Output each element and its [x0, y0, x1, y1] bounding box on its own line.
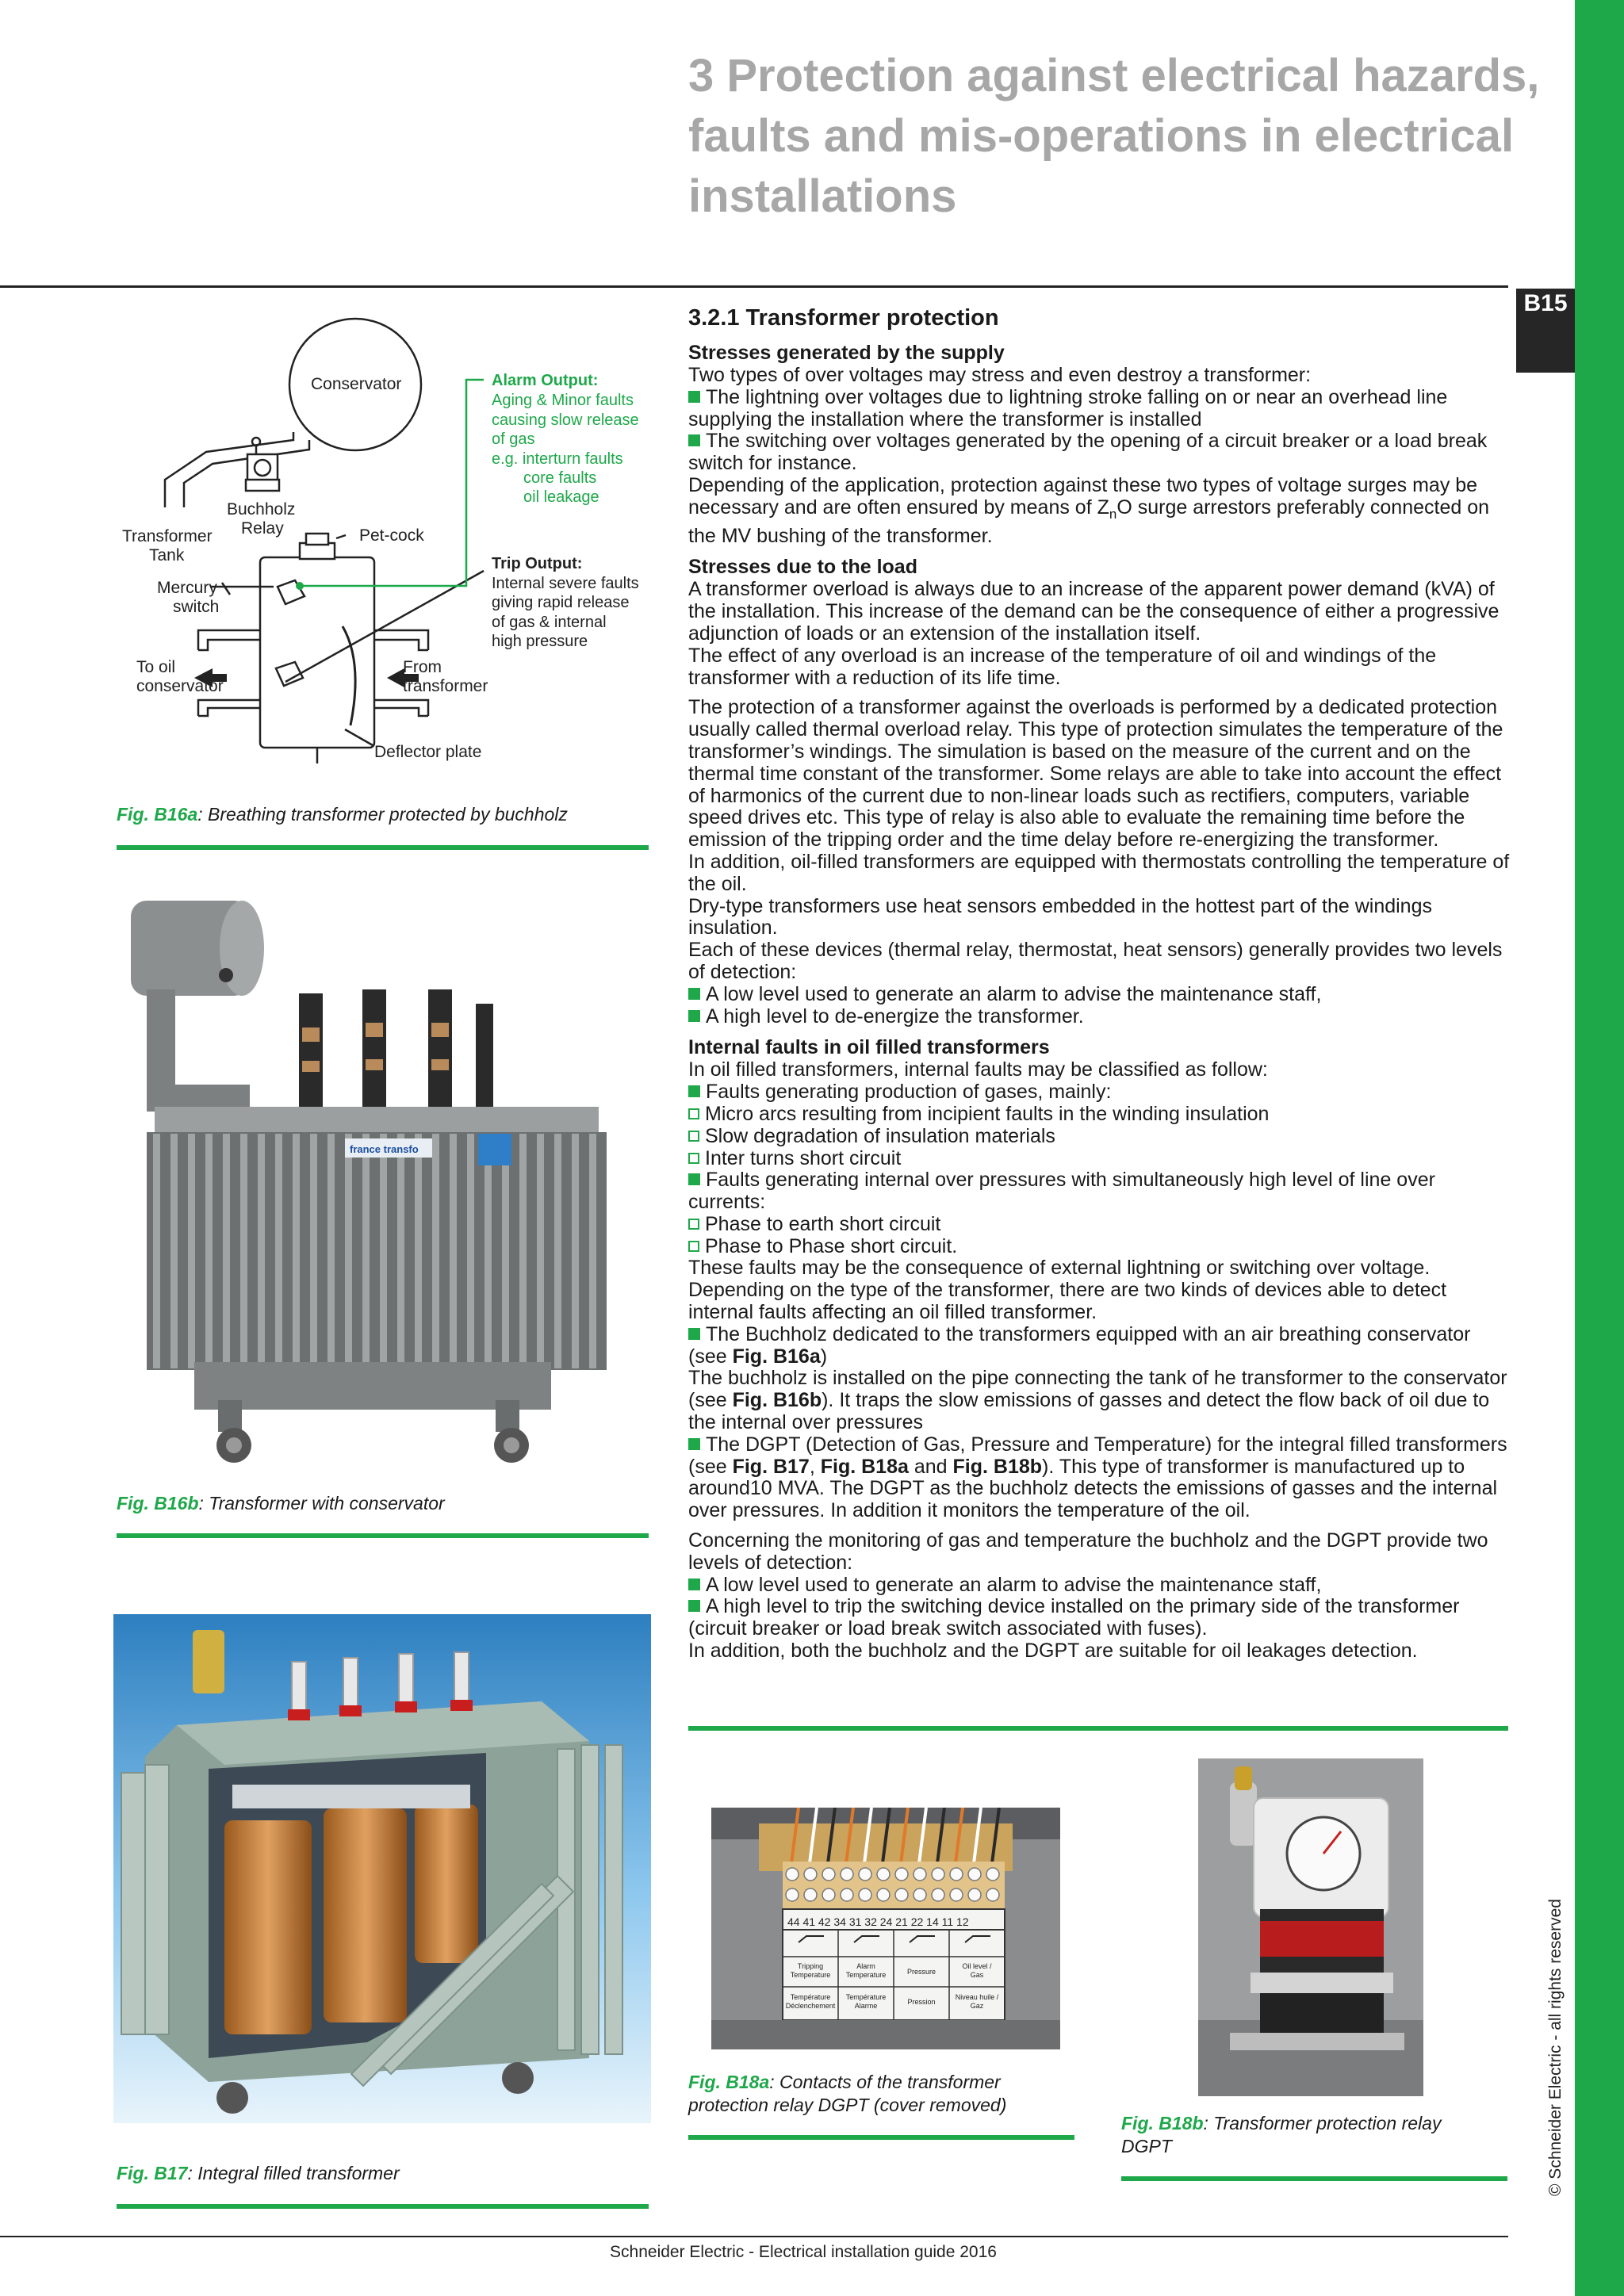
caption-text: : Transformer protection relay	[1203, 2113, 1442, 2133]
caption-text: : Integral filled transformer	[187, 2163, 400, 2183]
terminal-screw	[950, 1888, 963, 1901]
subheading-internal-faults: Internal faults in oil filled transformers	[688, 1036, 1050, 1059]
cooling-fin	[240, 1134, 247, 1368]
terminal-screw	[877, 1868, 890, 1881]
figure-divider	[117, 2204, 649, 2209]
bullet-text: The Buchholz dedicated to the transformers equipped with an air breathing conservator (see	[688, 1322, 1471, 1368]
terminal-screw	[786, 1888, 799, 1901]
bullet-square-icon	[688, 988, 700, 1000]
label-buchholz-1: Buchholz	[227, 500, 296, 519]
cooling-fin	[153, 1134, 160, 1368]
alarm-line-5: core faults	[523, 469, 597, 487]
cooling-fin	[380, 1134, 387, 1368]
cooling-fin	[519, 1134, 527, 1368]
bullet-text: Faults generating production of gases, mainly:	[706, 1081, 1112, 1104]
caption-fig-b18a	[688, 2071, 1053, 2117]
terminal-screw	[841, 1868, 853, 1881]
sub-bullet-item	[688, 1104, 1513, 1126]
bullet-item	[688, 1006, 1513, 1028]
label-mercury-2: switch	[173, 598, 220, 616]
paragraph-text: Depending of the application, protection against these two types of voltage surges may be necessary and are often ensured by means of Z	[688, 473, 1478, 519]
label-tank-2: Tank	[149, 546, 185, 564]
cooling-fin	[205, 1134, 213, 1368]
terminal-numbers: 44 41 42 34 31 32 24 21 22 14 11 12	[787, 1915, 969, 1928]
cooling-fin	[537, 1134, 544, 1368]
alarm-line-2: causing slow release	[492, 411, 639, 429]
cooling-fin	[170, 1134, 178, 1368]
chapter-title: 3 Protection against electrical hazards, faults and mis-operations in electrical installations	[688, 50, 1540, 222]
label-deflector: Deflector plate	[374, 743, 482, 761]
paragraph: The protection of a transformer against the overloads is performed by a dedicated protection usually called thermal overload relay. This type of protection simulates the temperature of the transformer’s windings. The simulation is based on the measure of the current and on the thermal time constant of the transformer. Some relays are able to take into account the effect of harmonics of the current due to non-linear loads such as rectifiers, computers, variable speed drives etc. This type of relay is also able to evaluate the remaining time before the emission of the tripping order and the time delay before re-energizing the transformer.	[688, 696, 1503, 851]
trip-line-2: giving rapid release	[492, 594, 630, 611]
cooling-fin	[362, 1134, 370, 1368]
bullet-square-icon	[688, 434, 700, 446]
terminal-screw	[968, 1888, 981, 1901]
terminal-screw	[986, 1888, 999, 1901]
cell-temperature-fr: Température	[790, 1993, 831, 2001]
main-text-column	[688, 304, 1513, 1663]
alarm-line-6: oil leakage	[523, 488, 599, 506]
footer-text: Schneider Electric - Electrical installation guide 2016	[610, 2243, 997, 2261]
cell-gas: Gas	[970, 1971, 984, 1979]
terminal-screw	[859, 1868, 871, 1881]
sub-bullet-item	[688, 1148, 1513, 1170]
page-number: B15	[1523, 290, 1568, 316]
figure-reference: Fig. B16a	[732, 1345, 821, 1368]
cooling-fin	[572, 1134, 579, 1368]
terminal-screw	[950, 1868, 963, 1881]
bullet-hollow-square-icon	[688, 1153, 699, 1164]
cooling-fin	[415, 1134, 422, 1368]
alarm-line-3: of gas	[492, 430, 535, 448]
label-tank-1: Transformer	[122, 527, 213, 545]
section-divider	[688, 1726, 1508, 1731]
transformer-conservator-photo	[115, 886, 654, 1473]
paragraph: In addition, both the buchholz and the DGPT are suitable for oil leakages detection.	[688, 1640, 1418, 1663]
caption-label: Fig. B16a	[117, 804, 198, 825]
terminal-screw	[822, 1868, 835, 1881]
bullet-text: Phase to Phase short circuit.	[705, 1234, 958, 1257]
alarm-title: Alarm Output:	[492, 372, 599, 389]
terminal-screw	[914, 1868, 926, 1881]
trip-line-3: of gas & internal	[492, 614, 607, 631]
section-heading: 3.2.1 Transformer protection	[688, 305, 999, 331]
paragraph: Two types of over voltages may stress and even destroy a transformer:	[688, 364, 1312, 386]
trip-line-4: high pressure	[492, 633, 588, 650]
cell-pression: Pression	[907, 1998, 936, 2006]
bullet-item	[688, 1434, 1513, 1522]
terminal-screw	[986, 1868, 999, 1881]
bullet-text: The lightning over voltages due to lightning stroke falling on or near an overhead line supplying the installation where the transformer is installed	[688, 385, 1448, 430]
bullet-square-icon	[688, 1173, 700, 1185]
cell-oil-level: Oil level /	[962, 1962, 992, 1970]
cooling-fin	[345, 1134, 352, 1368]
bullet-text: Micro arcs resulting from incipient faults in the winding insulation	[705, 1102, 1270, 1125]
terminal-screw	[914, 1888, 926, 1901]
alarm-line-4: e.g. interturn faults	[492, 450, 623, 468]
label-from-2: transformer	[403, 677, 488, 695]
cooling-fin	[293, 1134, 300, 1368]
cell-alarm-temp: Temperature	[845, 1971, 887, 1979]
bullet-item	[688, 1324, 1513, 1368]
terminal-screw	[877, 1888, 890, 1901]
subheading-supply: Stresses generated by the supply	[688, 342, 1005, 364]
cooling-fin	[502, 1134, 509, 1368]
bullet-square-icon	[688, 1578, 700, 1590]
paragraph-text: ). It traps the slow emissions of gasses and detect the flow back of oil due to the internal over pressures	[688, 1389, 1490, 1434]
paragraph: Dry-type transformers use heat sensors embedded in the hottest part of the windings insulation.	[688, 894, 1432, 939]
figure-divider	[117, 845, 649, 850]
bullet-square-icon	[688, 391, 700, 403]
paragraph: These faults may be the consequence of external lightning or switching over voltage.	[688, 1257, 1431, 1280]
cell-temperature-fr-2: Température	[845, 1993, 887, 2001]
caption-text: : Breathing transformer protected by buchholz	[197, 804, 568, 825]
cell-tripping: Tripping	[797, 1962, 824, 1970]
header-divider	[0, 285, 1508, 288]
paragraph-text: The buchholz is installed on the pipe connecting the tank of he transformer to the conservator (see	[688, 1367, 1507, 1412]
sub-bullet-item	[688, 1236, 1513, 1258]
cell-alarm: Alarm	[856, 1962, 875, 1970]
caption-label: Fig. B18a	[688, 2072, 770, 2092]
cooling-fin	[223, 1134, 230, 1368]
terminal-screw	[804, 1868, 817, 1881]
copyright-notice: © Schneider Electric - all rights reserved	[1546, 1899, 1565, 2196]
label-conservator: Conservator	[311, 375, 402, 393]
caption-label: Fig. B18b	[1121, 2113, 1204, 2133]
bullet-item	[688, 1596, 1513, 1640]
alarm-line-1: Aging & Minor faults	[492, 392, 634, 409]
sub-bullet-item	[688, 1126, 1513, 1148]
integral-transformer-render	[113, 1614, 651, 2123]
bullet-item	[688, 430, 1513, 475]
nameplate-text: france transfo	[350, 1143, 419, 1155]
bullet-item	[688, 1575, 1513, 1597]
terminal-screw	[932, 1868, 944, 1881]
bullet-text: Faults generating internal over pressures with simultaneously high level of line over currents:	[688, 1169, 1435, 1214]
trip-line-1: Internal severe faults	[492, 575, 639, 592]
terminal-screw	[822, 1888, 835, 1901]
label-buchholz-2: Relay	[241, 519, 284, 538]
trip-title: Trip Output:	[492, 555, 583, 572]
terminal-screw	[895, 1868, 908, 1881]
bullet-square-icon	[688, 1438, 700, 1450]
paragraph: The effect of any overload is an increase of the temperature of oil and windings of the transformer with a reduction of its life time.	[688, 644, 1437, 689]
figure-divider	[1121, 2176, 1507, 2181]
bullet-text: A low level used to generate an alarm to advise the maintenance staff,	[706, 982, 1322, 1005]
bullet-text: A high level to trip the switching device installed on the primary side of the transformer (circuit breaker or load break switch associated with fuses).	[688, 1595, 1460, 1640]
caption-fig-b17	[117, 2162, 672, 2185]
bullet-text: Phase to earth short circuit	[705, 1212, 941, 1235]
cooling-fin	[485, 1134, 492, 1368]
cooling-fin	[327, 1134, 335, 1368]
cooling-fin	[188, 1134, 195, 1368]
cooling-fin	[467, 1134, 474, 1368]
paragraph: Each of these devices (thermal relay, thermostat, heat sensors) generally provides two levels of detection:	[688, 939, 1503, 983]
bullet-text: The switching over voltages generated by the opening of a circuit breaker or a load break switch for instance.	[688, 430, 1488, 475]
bullet-text: )	[820, 1345, 828, 1368]
cooling-fin	[310, 1134, 317, 1368]
bullet-text: A high level to de-energize the transformer.	[706, 1004, 1084, 1027]
paragraph: In addition, oil-filled transformers are equipped with thermostats controlling the temperature of the oil.	[688, 850, 1510, 895]
caption-text: DGPT	[1121, 2136, 1172, 2156]
cooling-fin	[397, 1134, 404, 1368]
cell-tripping-temp: Temperature	[790, 1971, 831, 1979]
cell-declenchement: Déclenchement	[785, 2002, 836, 2010]
cooling-fin	[589, 1134, 596, 1368]
paragraph: A transformer overload is always due to an increase of the apparent power demand (kVA) of the installation. This increase of the demand can be the consequence of either a progressive adjunction of loads or an extension of the installation itself.	[688, 578, 1500, 645]
paragraph	[688, 1368, 1513, 1433]
paragraph: Depending on the type of the transformer, there are two kinds of devices able to detect internal faults affecting an oil filled transformer.	[688, 1279, 1447, 1324]
bullet-item	[688, 1081, 1513, 1104]
bullet-text: The DGPT (Detection of Gas, Pressure and Temperature) for the integral filled transformers (see	[688, 1433, 1507, 1478]
bullet-square-icon	[688, 1600, 700, 1612]
terminal-screw	[895, 1888, 908, 1901]
bullet-square-icon	[688, 1085, 700, 1097]
caption-text: protection relay DGPT (cover removed)	[688, 2095, 1007, 2115]
cooling-fin	[432, 1134, 439, 1368]
bullet-hollow-square-icon	[688, 1241, 699, 1252]
paragraph: In oil filled transformers, internal faults may be classified as follow:	[688, 1058, 1268, 1081]
bullet-hollow-square-icon	[688, 1131, 699, 1142]
label-petcock: Pet-cock	[359, 526, 424, 545]
cell-pressure: Pressure	[906, 1968, 936, 1976]
label-from-1: From	[403, 658, 442, 676]
side-color-bar	[1575, 0, 1624, 2296]
figure-reference: Fig. B18b	[952, 1455, 1043, 1478]
caption-text: : Transformer with conservator	[198, 1493, 445, 1513]
dgpt-contacts-photo	[711, 1808, 1060, 2049]
figure-divider	[688, 2135, 1074, 2140]
bullet-text: Slow degradation of insulation materials	[705, 1124, 1055, 1147]
page-footer	[0, 2243, 1624, 2262]
label-tooil-1: To oil	[136, 658, 176, 676]
bullet-hollow-square-icon	[688, 1108, 699, 1119]
sub-bullet-item	[688, 1214, 1513, 1236]
footer-divider	[0, 2236, 1508, 2237]
figure-reference: Fig. B17	[732, 1455, 810, 1478]
bullet-hollow-square-icon	[688, 1219, 699, 1230]
terminal-screw	[841, 1888, 853, 1901]
caption-fig-b16a	[117, 803, 672, 826]
caption-text: : Contacts of the transformer	[769, 2072, 1001, 2092]
cell-niveau-huile: Niveau huile /	[955, 1993, 999, 2001]
terminal-screw	[859, 1888, 871, 1901]
subscript: n	[1109, 506, 1117, 522]
cooling-fin	[275, 1134, 282, 1368]
cooling-fin	[450, 1134, 457, 1368]
figure-reference: Fig. B16b	[732, 1389, 822, 1412]
bullet-item	[688, 387, 1513, 431]
bullet-text: ). This type of transformer is manufactured up to around10 MVA. The DGPT as the buchholz detects the emissions of gasses and the internal over pressures. In addition it monitors the temperature of the oil.	[688, 1455, 1498, 1522]
terminal-screw	[932, 1888, 944, 1901]
bullet-text: A low level used to generate an alarm to advise the maintenance staff,	[706, 1573, 1322, 1596]
figure-divider	[117, 1533, 649, 1538]
paragraph: Concerning the monitoring of gas and temperature the buchholz and the DGPT provide two levels of detection:	[688, 1529, 1488, 1574]
bullet-square-icon	[688, 1328, 700, 1340]
terminal-screw	[804, 1888, 817, 1901]
caption-label: Fig. B17	[117, 2163, 188, 2183]
paragraph	[688, 475, 1513, 547]
bullet-text: Inter turns short circuit	[705, 1146, 902, 1169]
paragraph-text: O surge arrestors preferably connected on the MV bushing of the transformer.	[688, 496, 1490, 547]
cell-alarme: Alarme	[854, 2002, 878, 2010]
caption-label: Fig. B16b	[117, 1493, 199, 1513]
buchholz-diagram	[111, 313, 666, 773]
caption-fig-b16b	[117, 1492, 672, 1515]
separator: ,	[809, 1455, 821, 1478]
cooling-fin	[258, 1134, 265, 1368]
dgpt-relay-photo	[1198, 1758, 1423, 2096]
terminal-screw	[968, 1868, 981, 1881]
terminal-screw	[786, 1868, 799, 1881]
bullet-square-icon	[688, 1010, 700, 1022]
cooling-fin	[554, 1134, 561, 1368]
caption-fig-b18b	[1121, 2112, 1502, 2158]
cell-gaz: Gaz	[970, 2002, 984, 2010]
page-number-tab	[1516, 289, 1575, 373]
bullet-item	[688, 984, 1513, 1006]
separator: and	[908, 1455, 953, 1478]
bullet-item	[688, 1169, 1513, 1214]
figure-reference: Fig. B18a	[820, 1455, 909, 1478]
label-tooil-2: conservator	[136, 677, 224, 695]
subheading-load: Stresses due to the load	[688, 556, 917, 579]
label-mercury-1: Mercury	[157, 579, 217, 597]
